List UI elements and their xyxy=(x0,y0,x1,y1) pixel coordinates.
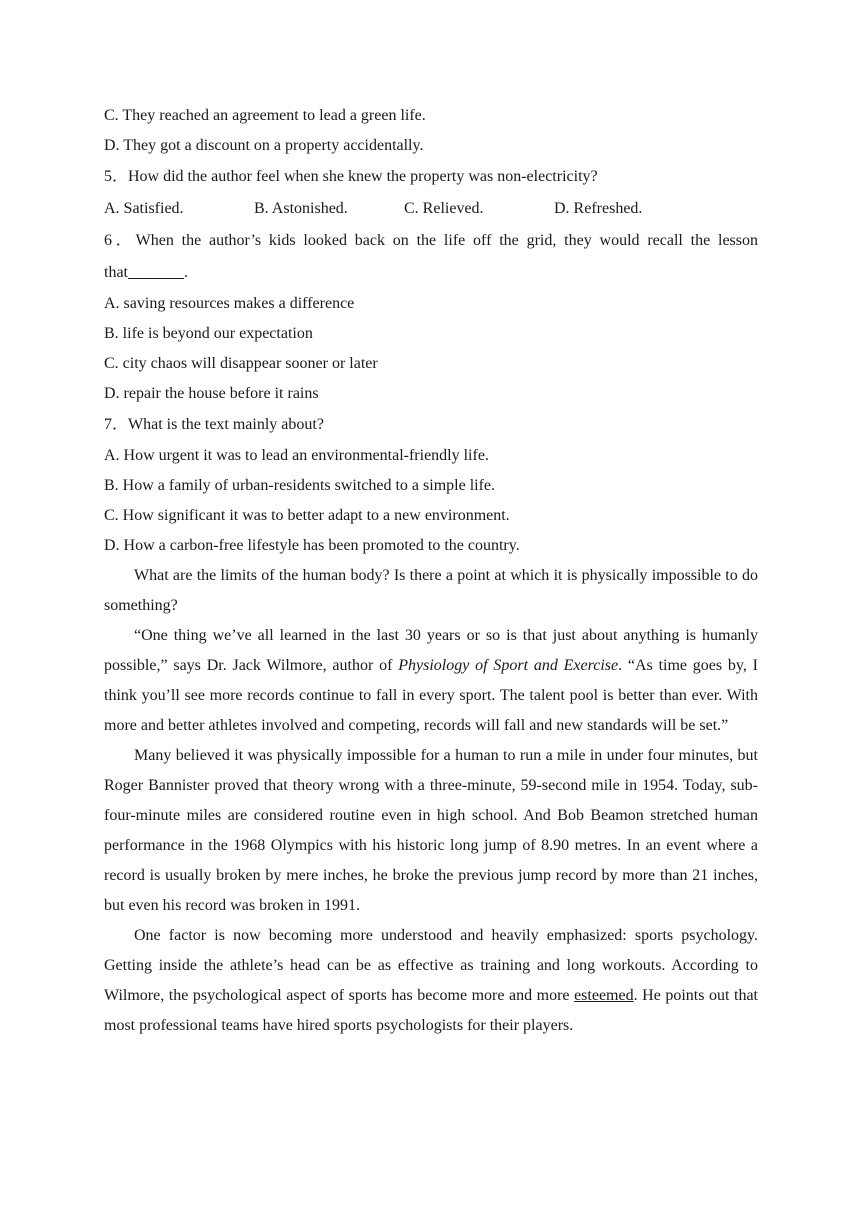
q7-option-b: B. How a family of urban-residents switched to a simple life. xyxy=(104,477,496,494)
q6-option-c: C. city chaos will disappear sooner or later xyxy=(104,355,378,372)
passage-paragraph-4 xyxy=(104,921,758,1041)
q6-stem-part1: 6．When the author’s kids looked back on the life off the grid, they would recall the lesson xyxy=(104,232,759,249)
q6-stem xyxy=(104,225,758,289)
q7-option-c: C. How significant it was to better adapt to a new environment. xyxy=(104,507,510,524)
q5-option-a: A. Satisfied. xyxy=(104,200,184,217)
q6-stem-part2: that xyxy=(104,264,128,281)
underlined-word-esteemed: esteemed xyxy=(574,987,634,1004)
q6-option-d: D. repair the house before it rains xyxy=(104,385,319,402)
p4-text-after: . He points out that most professional teams have hired sports psychologists for their players. xyxy=(104,987,758,1034)
q6-option-b: B. life is beyond our expectation xyxy=(104,325,313,342)
q4-option-c: C. They reached an agreement to lead a green life. xyxy=(104,107,426,124)
q7-option-d: D. How a carbon-free lifestyle has been promoted to the country. xyxy=(104,537,520,554)
book-title: Physiology of Sport and Exercise xyxy=(398,657,619,674)
q6-blank: _______ xyxy=(128,264,184,281)
q5-option-c: C. Relieved. xyxy=(404,200,484,217)
q7-stem: 7．What is the text mainly about? xyxy=(104,416,324,433)
p2-text-after: . “As time goes by, I think you’ll see more records continue to fall in every sport. The talent pool is better than ever. With more and better athletes involved and competing, records will fall and new standards will be set.” xyxy=(104,657,759,734)
p4-text-before: One factor is now becoming more understood and heavily emphasized: sports psychology. Getting inside the athlete’s head can be as effective as training and long workouts. According to Wilmore, the psychological aspect of sports has become more and more xyxy=(104,927,758,1004)
document-page xyxy=(104,101,758,1041)
q7-option-a: A. How urgent it was to lead an environmental-friendly life. xyxy=(104,447,489,464)
passage-paragraph-1: What are the limits of the human body? Is there a point at which it is physically impossible to do something? xyxy=(104,567,758,614)
q5-options xyxy=(104,193,758,225)
passage-paragraph-3: Many believed it was physically impossible for a human to run a mile in under four minutes, but Roger Bannister proved that theory wrong with a three-minute, 59-second mile in 1954. Today, sub-four-minute miles are considered routine even in high school. And Bob Beamon stretched human performance in the 1968 Olympics with his historic long jump of 8.90 metres. In an event where a record is usually broken by mere inches, he broke the previous jump record by more than 21 inches, but even his record was broken in 1991. xyxy=(104,747,758,914)
q5-option-d: D. Refreshed. xyxy=(554,200,643,217)
p2-text-before: “One thing we’ve all learned in the last 30 years or so is that just about anything is humanly possible,” says Dr. Jack Wilmore, author of xyxy=(104,627,758,674)
q6-option-a: A. saving resources makes a difference xyxy=(104,295,355,312)
q5-stem: 5．How did the author feel when she knew the property was non-electricity? xyxy=(104,168,598,185)
passage-paragraph-2 xyxy=(104,621,758,741)
q4-option-d: D. They got a discount on a property accidentally. xyxy=(104,137,424,154)
q6-stem-end: . xyxy=(184,264,188,281)
q5-option-b: B. Astonished. xyxy=(254,200,348,217)
